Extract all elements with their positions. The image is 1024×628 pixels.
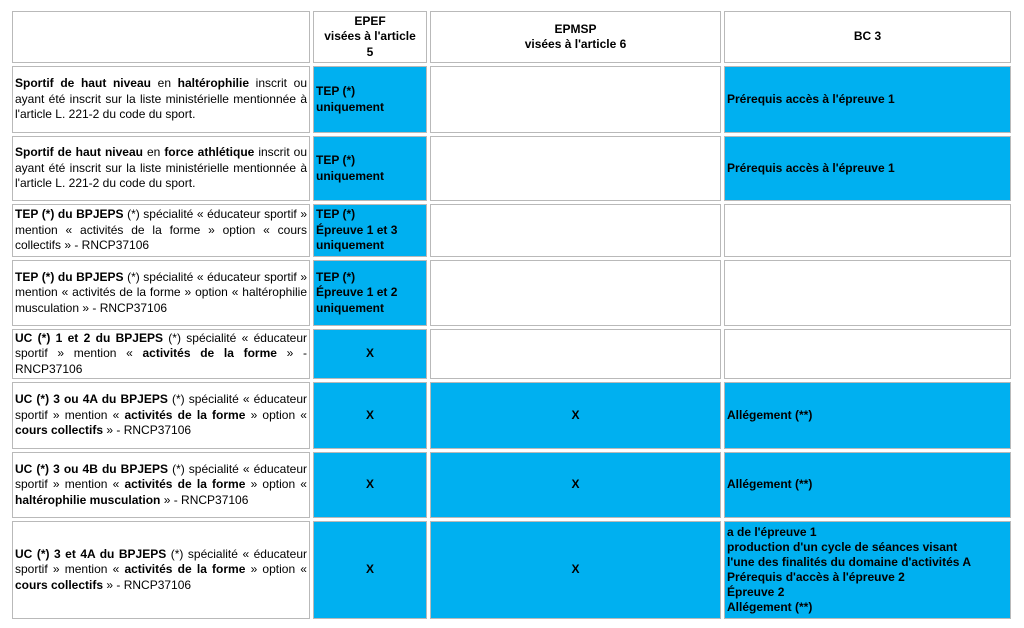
- bc3-cell-line: Prérequis accès à l'épreuve 1: [727, 160, 895, 175]
- row-label-segment: activités de la forme: [124, 562, 246, 577]
- header-epef-line1: EPEF: [354, 13, 386, 28]
- header-epmsp-line2: visées à l'article 6: [524, 37, 627, 51]
- table-row: [12, 452, 1011, 518]
- equivalence-table: [9, 8, 1014, 622]
- row-label-segment: inscrit ou ayant été inscrit sur la liste ministérielle mentionnée à l'article L. 221-2 du code du sport.: [15, 76, 307, 122]
- row-label-segment: (*) spécialité « éducateur sportif » mention «: [15, 330, 307, 361]
- epef-cell-line: uniquement: [316, 238, 384, 253]
- bc3-cell-line: a de l'épreuve 1: [727, 525, 817, 539]
- bc3-cell-line: Épreuve 2: [727, 585, 785, 599]
- epmsp-cell: X: [430, 521, 721, 619]
- epef-cell: [313, 452, 427, 518]
- row-label-segment: en: [142, 145, 165, 160]
- row-label-cell: [12, 66, 310, 133]
- bc3-cell-line: Allégement (**): [727, 407, 813, 422]
- bc3-cell: [724, 521, 1011, 619]
- row-label-segment: (*) spécialité « éducateur sportif » mention « activités de la forme » option « cours collectifs » - RNCP37106: [15, 207, 307, 253]
- row-label-segment: activités de la forme: [142, 346, 277, 361]
- row-label-segment: UC (*) 1 et 2 du BPJEPS: [15, 330, 163, 345]
- row-label-segment: UC (*) 3 et 4A du BPJEPS: [15, 546, 167, 561]
- row-label-segment: » option «: [245, 407, 307, 422]
- epef-cell-line: X: [365, 346, 374, 361]
- row-label-segment: (*) spécialité « éducateur sportif » mention «: [15, 392, 308, 422]
- row-label-cell: [12, 136, 310, 201]
- header-epef: [313, 11, 427, 63]
- row-label-segment: Sportif de haut niveau: [15, 76, 151, 91]
- row-label-segment: » - RNCP37106: [160, 492, 249, 507]
- bc3-cell-line: l'une des finalités du domaine d'activités A: [727, 555, 971, 569]
- epef-cell: [313, 204, 427, 257]
- row-label-cell: [12, 204, 310, 257]
- bc3-cell: [724, 260, 1011, 326]
- epef-cell-line: uniquement: [316, 99, 384, 114]
- table-row: [12, 204, 1011, 257]
- epef-cell-line: TEP (*): [316, 153, 356, 167]
- bc3-cell-line: Prérequis d'accès à l'épreuve 2: [727, 570, 905, 584]
- epef-cell: [313, 521, 427, 619]
- row-label-segment: TEP (*) du BPJEPS: [15, 207, 124, 222]
- row-label-segment: Sportif de haut niveau: [15, 145, 143, 160]
- row-label-segment: inscrit ou ayant été inscrit sur la liste ministérielle mentionnée à l'article L. 221-2 du code du sport.: [15, 145, 307, 191]
- row-label-segment: » option «: [245, 562, 307, 577]
- row-label-cell: [12, 382, 310, 449]
- bc3-cell-line: Allégement (**): [727, 600, 813, 614]
- epef-cell: [313, 382, 427, 449]
- row-label-segment: (*) spécialité « éducateur sportif » mention «: [15, 461, 307, 492]
- header-epmsp-line1: EPMSP: [554, 21, 597, 36]
- row-label-segment: » - RNCP37106: [103, 423, 192, 438]
- row-label-segment: haltérophilie: [177, 76, 249, 91]
- bc3-cell: [724, 66, 1011, 133]
- header-row: [12, 11, 1011, 63]
- epmsp-cell: [430, 329, 721, 379]
- table-row: [12, 136, 1011, 201]
- row-label-segment: » - RNCP37106: [103, 577, 192, 592]
- epef-cell-line: Épreuve 1 et 3: [316, 222, 398, 237]
- bc3-cell: [724, 136, 1011, 201]
- epef-cell-line: TEP (*): [316, 269, 356, 284]
- table-row: [12, 260, 1011, 326]
- epmsp-cell: [430, 136, 721, 201]
- epef-cell: [313, 66, 427, 133]
- table-row: [12, 66, 1011, 133]
- epef-cell-line: X: [365, 562, 374, 577]
- bc3-cell: [724, 204, 1011, 257]
- bc3-cell: [724, 452, 1011, 518]
- row-label-segment: force athlétique: [164, 145, 255, 160]
- header-epef-line3: 5: [366, 44, 374, 59]
- header-bc3: BC 3: [724, 11, 1011, 63]
- row-label-segment: UC (*) 3 ou 4A du BPJEPS: [15, 392, 168, 407]
- bc3-cell-line: production d'un cycle de séances visant: [727, 540, 958, 554]
- row-label-segment: UC (*) 3 ou 4B du BPJEPS: [15, 461, 169, 476]
- row-label-segment: cours collectifs: [15, 423, 104, 438]
- row-label-segment: » option «: [245, 477, 307, 492]
- row-label-segment: cours collectifs: [15, 577, 104, 592]
- row-label-segment: activités de la forme: [124, 407, 246, 422]
- bc3-cell-line: Allégement (**): [727, 477, 813, 492]
- row-label-segment: » - RNCP37106: [15, 346, 307, 376]
- epef-cell: [313, 260, 427, 326]
- epmsp-cell: [430, 260, 721, 326]
- epef-cell-line: TEP (*): [316, 84, 356, 98]
- row-label-segment: activités de la forme: [124, 477, 246, 492]
- header-epef-line2: visées à l'article: [324, 29, 416, 44]
- epef-cell: [313, 136, 427, 201]
- table-row: [12, 382, 1011, 449]
- row-label-cell: [12, 452, 310, 518]
- epef-cell-line: uniquement: [316, 300, 384, 315]
- epmsp-cell: X: [430, 452, 721, 518]
- bc3-cell: [724, 329, 1011, 379]
- row-label-cell: [12, 521, 310, 619]
- row-label-segment: haltérophilie musculation: [15, 492, 161, 507]
- header-corner-cell: [12, 11, 310, 63]
- epmsp-cell: X: [430, 382, 721, 449]
- table-row: [12, 329, 1011, 379]
- header-epmsp: [430, 11, 721, 63]
- row-label-segment: TEP (*) du BPJEPS: [15, 269, 124, 284]
- table-row: [12, 521, 1011, 619]
- epef-cell-line: uniquement: [316, 168, 384, 183]
- row-label-cell: [12, 329, 310, 379]
- row-label-segment: (*) spécialité « éducateur sportif » mention « activités de la forme » option « haltérophilie musculation » - RNCP37106: [15, 269, 307, 315]
- bc3-cell-line: Prérequis accès à l'épreuve 1: [727, 91, 895, 106]
- table-body: [12, 66, 1011, 619]
- epef-cell-line: X: [365, 407, 374, 422]
- row-label-segment: en: [150, 76, 178, 91]
- epef-cell-line: TEP (*): [316, 207, 356, 222]
- epmsp-cell: [430, 66, 721, 133]
- epef-cell: [313, 329, 427, 379]
- epef-cell-line: X: [365, 477, 374, 492]
- row-label-segment: (*) spécialité « éducateur sportif » mention «: [15, 546, 307, 577]
- row-label-cell: [12, 260, 310, 326]
- bc3-cell: [724, 382, 1011, 449]
- epmsp-cell: [430, 204, 721, 257]
- epef-cell-line: Épreuve 1 et 2: [316, 285, 398, 300]
